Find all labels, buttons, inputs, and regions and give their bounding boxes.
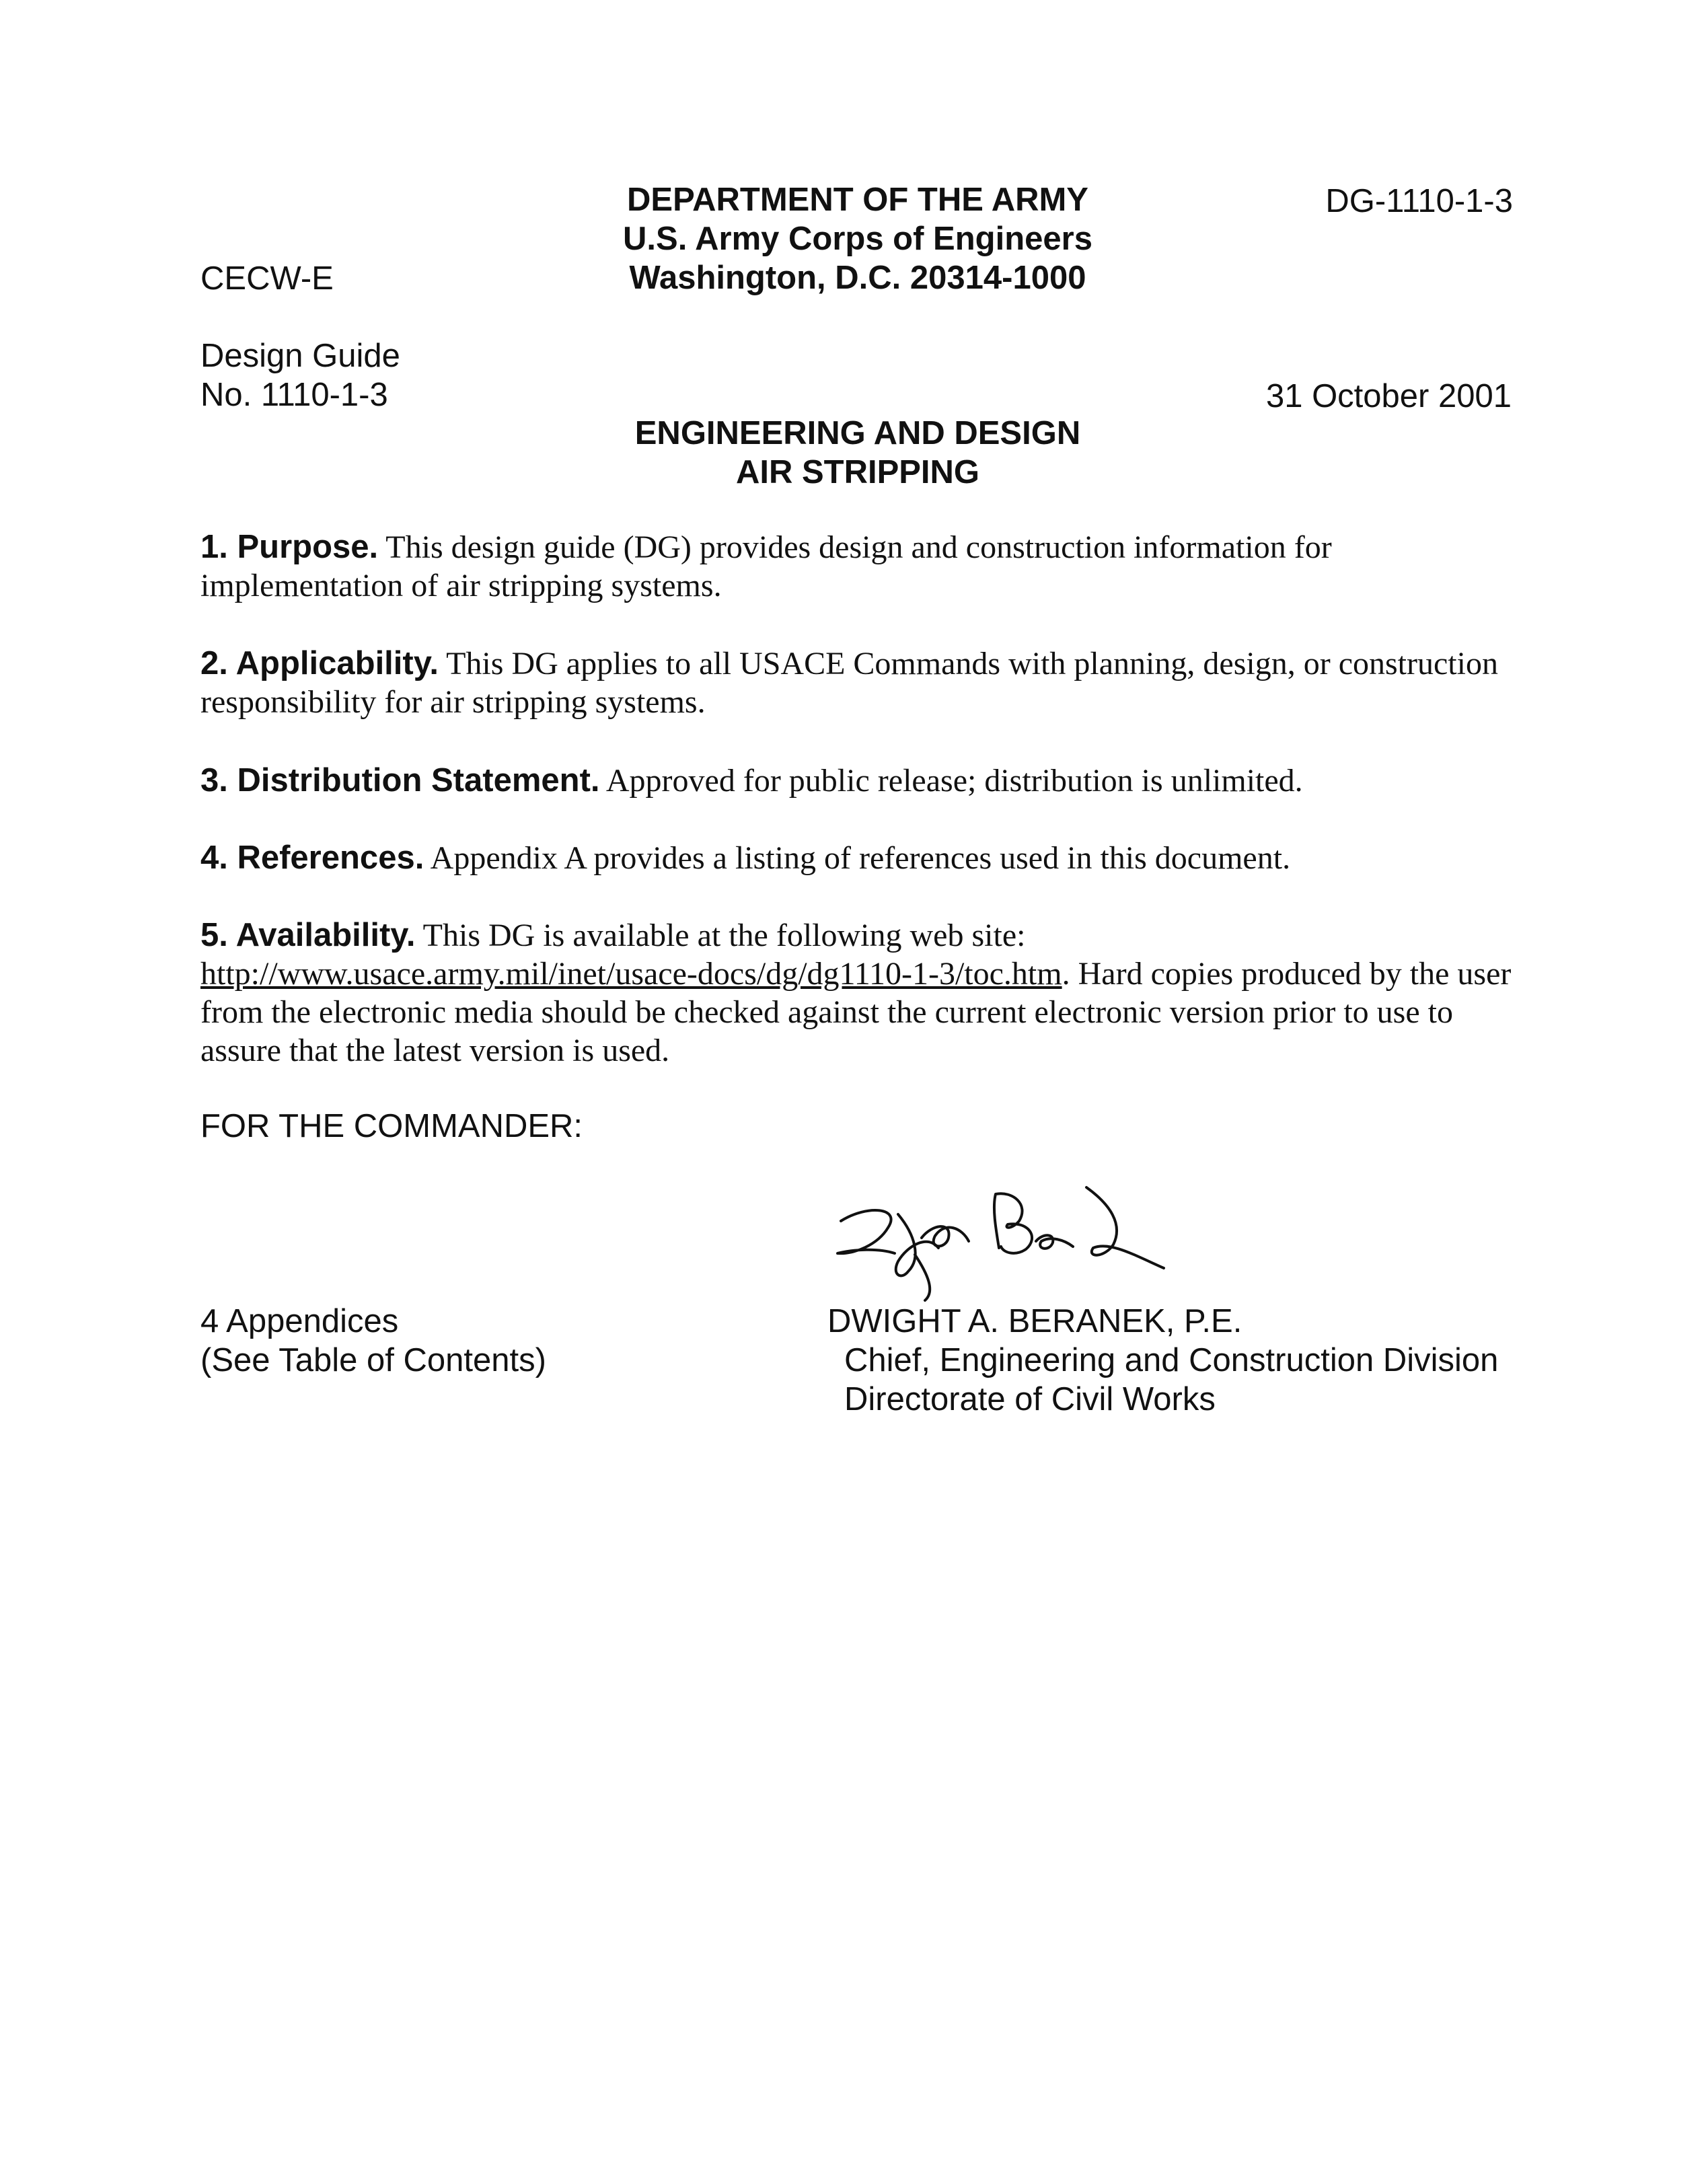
paragraph-title: 3. Distribution Statement. xyxy=(200,762,600,799)
paragraph-text-continued: . Hard copies produced by the user from the electronic media should be checked against the current electronic version prior to use to assure that the latest version is used. xyxy=(200,956,1512,1068)
paragraph-title: 2. Applicability. xyxy=(200,645,439,681)
paragraph-text: This design guide (DG) provides design and construction information for implementation of air stripping systems. xyxy=(200,529,1332,603)
subject-heading xyxy=(471,414,1245,492)
org-line-2: U.S. Army Corps of Engineers xyxy=(623,221,1092,257)
paragraph-title: 5. Availability. xyxy=(200,917,416,953)
paragraph-text: Approved for public release; distribution is unlimited. xyxy=(605,763,1303,799)
org-line-1: DEPARTMENT OF THE ARMY xyxy=(627,182,1088,218)
handwritten-signature xyxy=(827,1174,1204,1302)
office-symbol: CECW-E xyxy=(200,260,334,297)
signature-block xyxy=(827,1302,1498,1419)
paragraph-applicability xyxy=(200,644,1519,721)
paragraph-text: This DG is available at the following web site: xyxy=(422,918,1026,953)
paragraph-references xyxy=(200,839,1519,877)
design-guide-label xyxy=(200,336,400,414)
appendices-note xyxy=(200,1302,546,1380)
design-guide-label-line-1: Design Guide xyxy=(200,338,400,374)
signer-name: DWIGHT A. BERANEK, P.E. xyxy=(827,1303,1242,1339)
signer-directorate: Directorate of Civil Works xyxy=(844,1381,1216,1417)
paragraph-title: 1. Purpose. xyxy=(200,529,379,565)
document-number: DG-1110-1-3 xyxy=(1325,183,1513,219)
subject-line-2: AIR STRIPPING xyxy=(735,454,980,490)
appendices-reference: (See Table of Contents) xyxy=(200,1342,546,1378)
paragraph-title: 4. References. xyxy=(200,840,424,876)
appendices-count: 4 Appendices xyxy=(200,1303,399,1339)
issuing-organization xyxy=(471,180,1245,297)
paragraph-text: This DG applies to all USACE Commands with planning, design, or construction responsibility for air stripping systems. xyxy=(200,646,1498,720)
subject-line-1: ENGINEERING AND DESIGN xyxy=(634,415,1081,451)
for-the-commander: FOR THE COMMANDER: xyxy=(200,1108,583,1144)
signer-title: Chief, Engineering and Construction Division xyxy=(844,1342,1499,1378)
availability-url-link[interactable]: http://www.usace.army.mil/inet/usace-docs/dg/dg1110-1-3/toc.htm xyxy=(200,956,1062,992)
org-line-3: Washington, D.C. 20314-1000 xyxy=(629,260,1086,296)
paragraph-text: Appendix A provides a listing of references used in this document. xyxy=(430,840,1291,876)
design-guide-number: No. 1110-1-3 xyxy=(200,377,388,413)
document-date: 31 October 2001 xyxy=(1265,378,1512,414)
paragraph-purpose xyxy=(200,528,1519,605)
paragraph-availability xyxy=(200,916,1519,1070)
paragraph-distribution-statement xyxy=(200,762,1519,800)
